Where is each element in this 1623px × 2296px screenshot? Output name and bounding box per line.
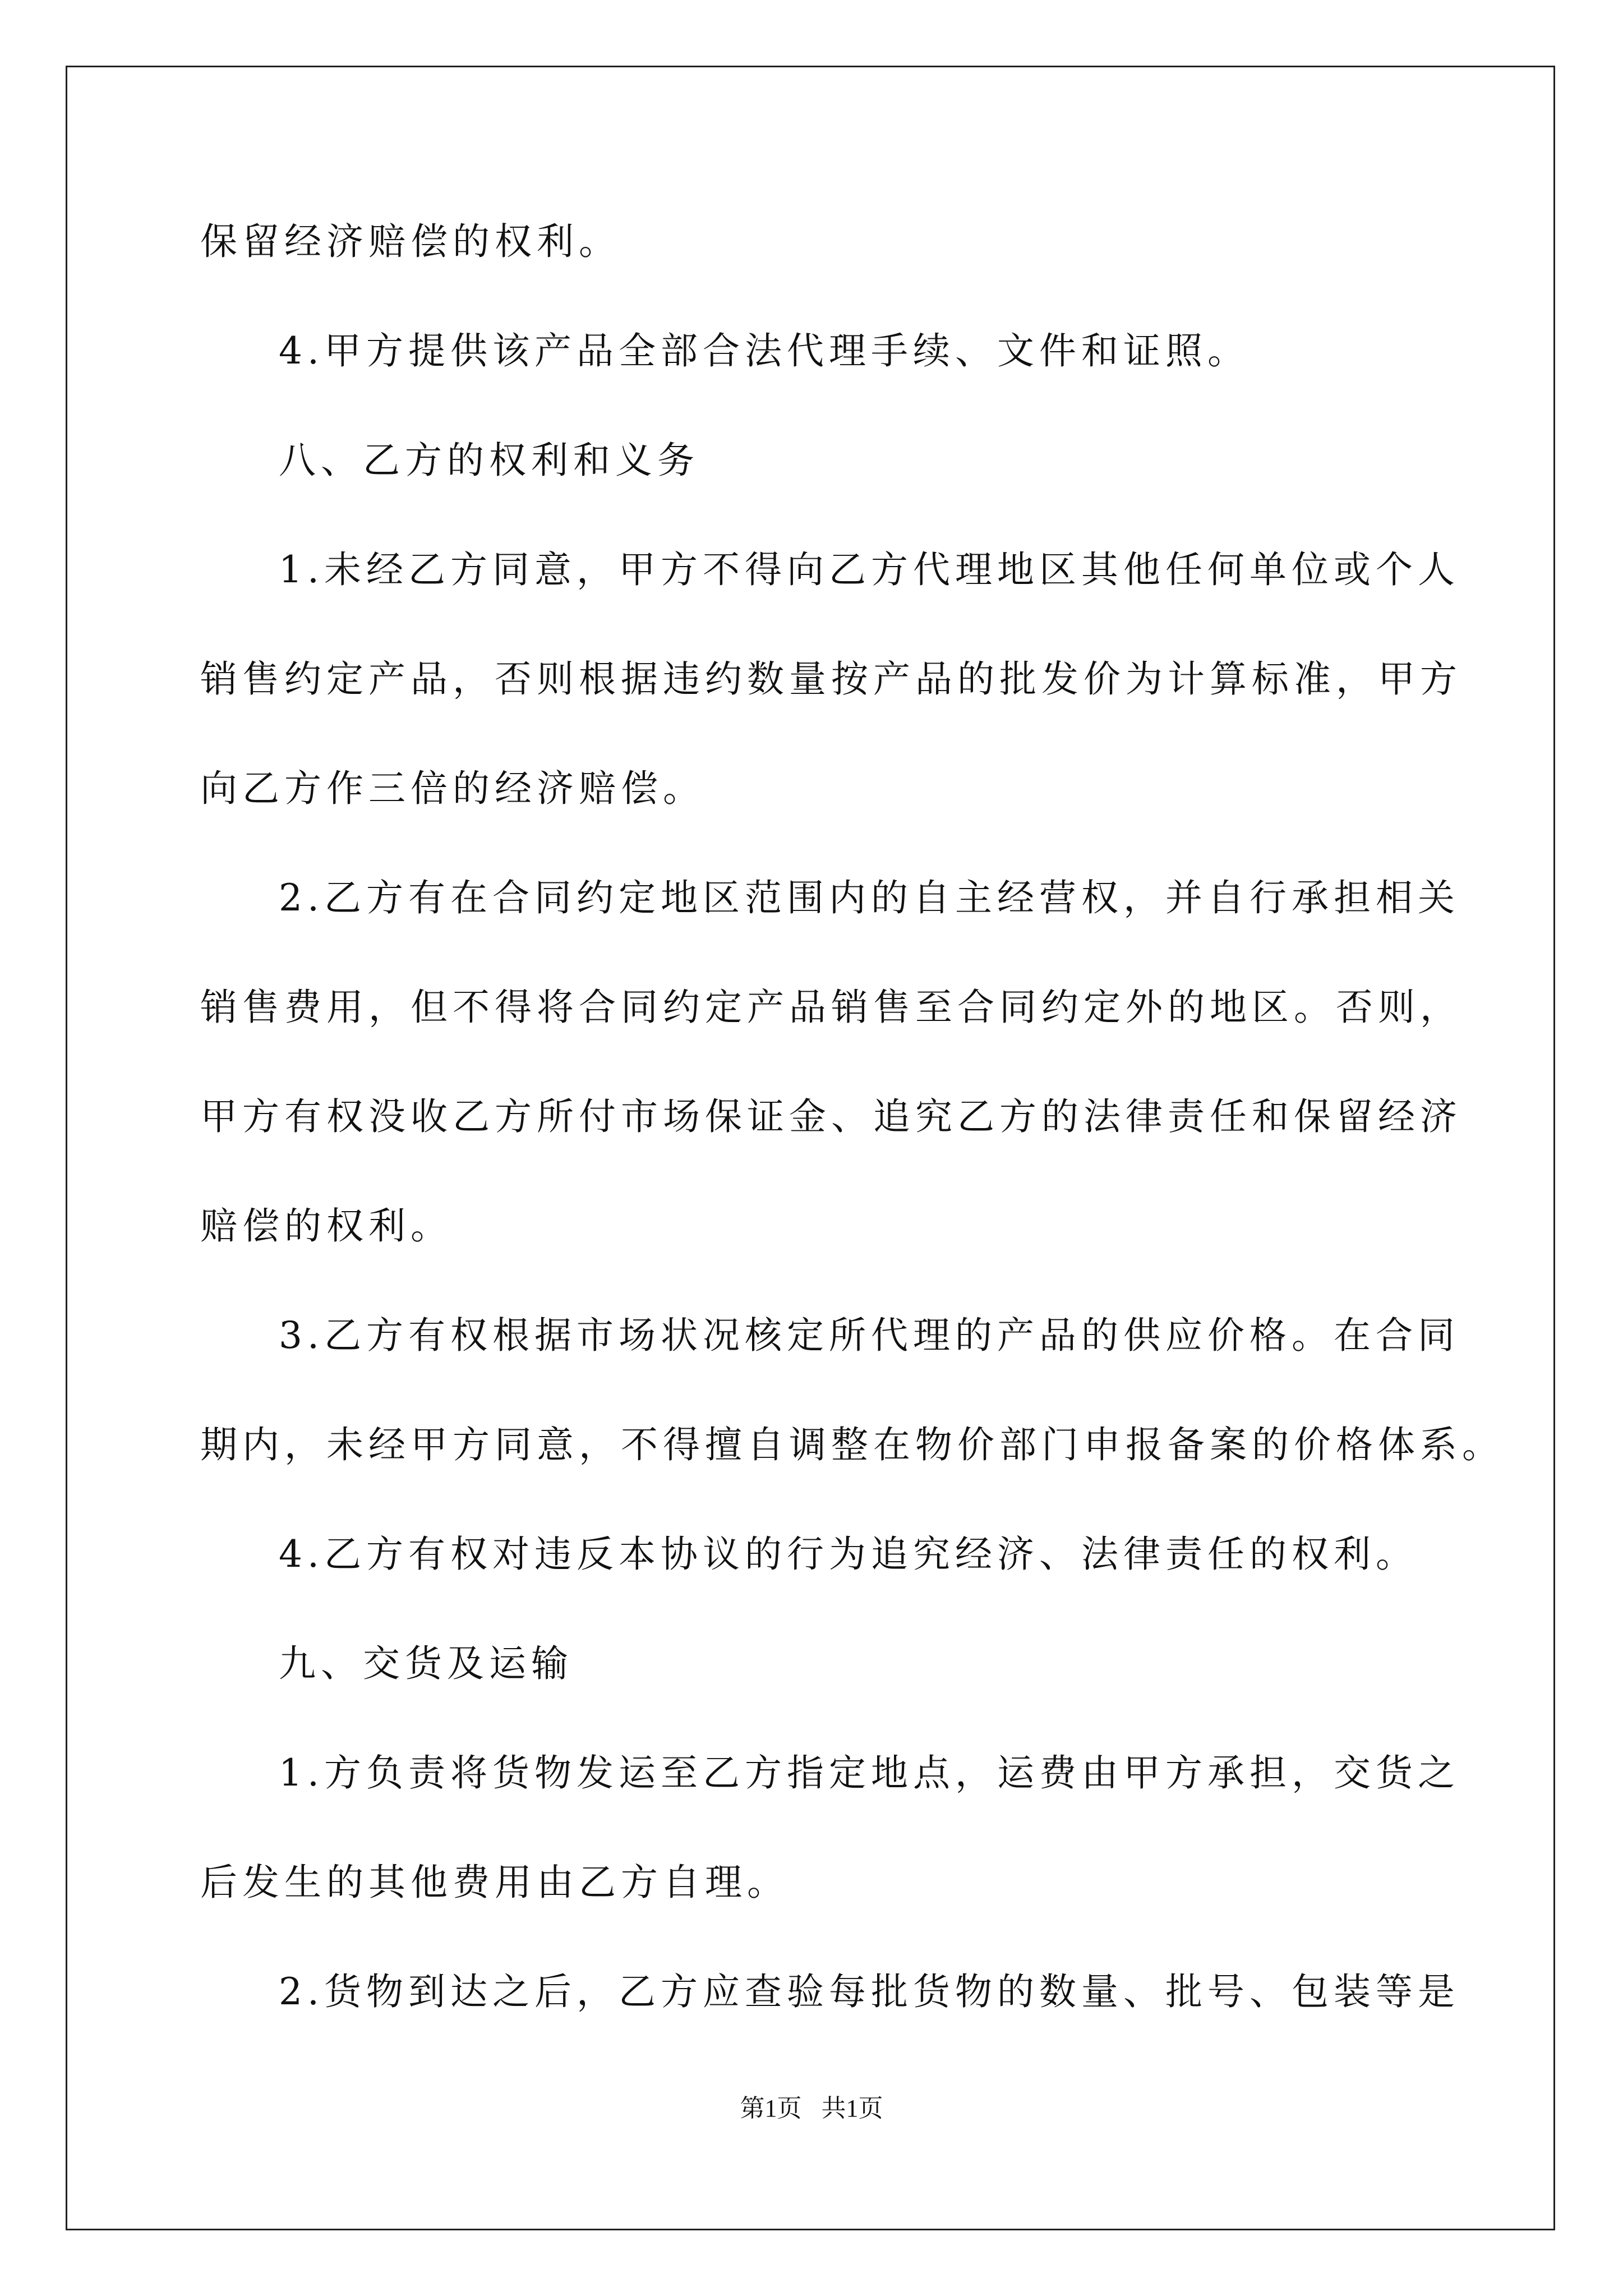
section-heading: 九、交货及运输 xyxy=(279,1642,573,1685)
text-line: 赔偿的权利。 xyxy=(200,1204,453,1248)
text-line: 期内，未经甲方同意，不得擅自调整在物价部门申报备案的价格体系。 xyxy=(200,1423,1504,1466)
text-line: 2.货物到达之后，乙方应查验每批货物的数量、批号、包装等是 xyxy=(279,1970,1460,2013)
text-line: 后发生的其他费用由乙方自理。 xyxy=(200,1861,789,1904)
text-line: 4.乙方有权对违反本协议的行为追究经济、法律责任的权利。 xyxy=(279,1533,1418,1576)
text-line: 销售费用，但不得将合同约定产品销售至合同约定外的地区。否则， xyxy=(200,986,1462,1029)
text-line: 向乙方作三倍的经济赔偿。 xyxy=(200,767,705,810)
text-line: 3.乙方有权根据市场状况核定所代理的产品的供应价格。在合同 xyxy=(279,1314,1460,1357)
page-border xyxy=(66,66,1555,2230)
text-line: 1.方负责将货物发运至乙方指定地点，运费由甲方承担，交货之 xyxy=(279,1751,1460,1795)
page-footer xyxy=(0,2088,1623,2124)
section-heading: 八、乙方的权利和义务 xyxy=(279,439,699,482)
text-line: 2.乙方有在合同约定地区范围内的自主经营权，并自行承担相关 xyxy=(279,876,1460,919)
text-line: 保留经济赔偿的权利。 xyxy=(200,220,621,263)
current-page-label: 第1页 xyxy=(740,2095,802,2122)
text-line: 4.甲方提供该产品全部合法代理手续、文件和证照。 xyxy=(279,329,1249,372)
text-line: 甲方有权没收乙方所付市场保证金、追究乙方的法律责任和保留经济 xyxy=(200,1095,1462,1138)
text-line: 销售约定产品，否则根据违约数量按产品的批发价为计算标准，甲方 xyxy=(200,657,1462,701)
total-pages-label: 共1页 xyxy=(821,2095,883,2122)
text-line: 1.未经乙方同意，甲方不得向乙方代理地区其他任何单位或个人 xyxy=(279,548,1460,591)
